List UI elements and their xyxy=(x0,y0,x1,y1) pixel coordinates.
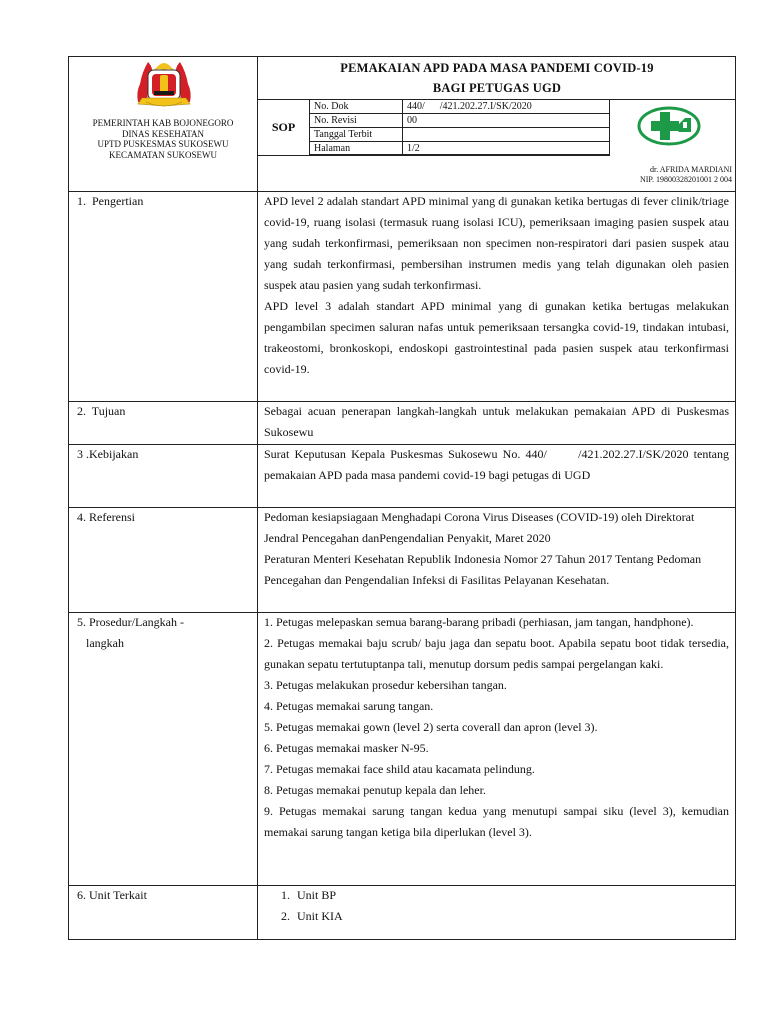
institution-line: UPTD PUSKESMAS SUKOSEWU xyxy=(97,139,229,149)
procedure-step: 6. Petugas memakai masker N-95. xyxy=(264,741,429,755)
paragraph: Surat Keputusan Kepala Puskesmas Sukosewu No. 440/ /421.202.27.I/SK/2020 tentang pemakaian APD pada masa pandemi covid-19 bagi petugas di UGD xyxy=(264,447,732,482)
procedure-step: 9. Petugas memakai sarung tangan kedua yang menutupi sampai siku (level 3), kemudian memakai sarung tangan ketiga bila diperlukan (level 3). xyxy=(264,804,729,839)
doc-info-label: No. Dok xyxy=(310,100,403,113)
institution-block xyxy=(70,118,256,160)
puskesmas-green-cross-icon xyxy=(637,106,701,146)
procedure-step: 3. Petugas melakukan prosedur kebersihan tangan. xyxy=(264,678,507,692)
procedure-step: 7. Petugas memakai face shild atau kacamata pelindung. xyxy=(264,762,535,776)
doc-info-row xyxy=(310,128,609,142)
sop-bottom-line xyxy=(258,155,610,156)
doc-info-value: 00 xyxy=(407,115,417,126)
row-label-pengertian: 1. Pengertian xyxy=(77,194,144,208)
institution-line: KECAMATAN SUKOSEWU xyxy=(108,149,218,160)
row-label-tujuan: 2. Tujuan xyxy=(77,404,126,418)
row-content-unit-terkait xyxy=(258,885,736,927)
paragraph: APD level 2 adalah standart APD minimal yang di gunakan ketika bertugas di fever clinik/triage covid-19, ruang isolasi (termasuk ruang isolasi ICU), pemeriksaan imaging pasien suspek atau yang sudah terkonfirmasi, pemeriksaan non specimen non-respiratori dari pasien suspek atau yang sudah terkonfirmasi, pembersihan instrumen medis yang telah digunakan oleh pasien suspek atau pasien yang sudah terkonfirmasi. xyxy=(264,194,729,292)
doc-info-value xyxy=(403,128,609,141)
document-info-table xyxy=(310,100,610,155)
doc-info-row xyxy=(310,100,609,114)
signatory-block xyxy=(560,165,732,184)
row-label-unit-terkait: 6. Unit Terkait xyxy=(77,888,147,902)
doc-info-value: 440/ /421.202.27.I/SK/2020 xyxy=(407,101,532,112)
kabupaten-bojonegoro-crest-icon xyxy=(118,58,210,112)
institution-line: PEMERINTAH KAB BOJONEGORO xyxy=(92,118,234,128)
unit-item: 2. Unit KIA xyxy=(293,906,729,927)
paragraph: Peraturan Menteri Kesehatan Republik Indonesia Nomor 27 Tahun 2017 Tentang Pedoman Pencegahan dan Pengendalian Infeksi di Fasilitas Pelayanan Kesehatan. xyxy=(264,552,702,587)
unit-item: 1. Unit BP xyxy=(293,885,729,906)
document-title xyxy=(258,58,736,98)
row-content-tujuan xyxy=(258,401,736,443)
procedure-step: 2. Petugas memakai baju scrub/ baju jaga dan sepatu boot. Apabila sepatu boot tidak tersedia, gunakan sepatu tertutuptanpa tali, menutup dorsum pedis sampai pergelangan kaki. xyxy=(264,636,729,671)
title-line-1: PEMAKAIAN APD PADA MASA PANDEMI COVID-19 xyxy=(340,61,654,75)
row-content-pengertian xyxy=(258,191,736,380)
row-label-prosedur: 5. Prosedur/Langkah - langkah xyxy=(77,615,184,650)
row-content-referensi xyxy=(258,507,736,591)
paragraph: Sebagai acuan penerapan langkah-langkah untuk melakukan pemakaian APD di Puskesmas Sukosewu xyxy=(264,404,729,439)
doc-info-row xyxy=(310,142,609,155)
paragraph: APD level 3 adalah standart APD minimal yang di gunakan ketika bertugas melakukan pengambilan specimen saluran nafas untuk pemeriksaan tersangka covid-19, tindakan intubasi, trakeostomi, bronkoskopi, endoskopi gastrointestinal pada pasien suspek atau terkonfirmasi covid-19. xyxy=(264,299,729,376)
procedure-step: 4. Petugas memakai sarung tangan. xyxy=(264,699,434,713)
doc-info-label: No. Revisi xyxy=(310,114,403,127)
unit-list xyxy=(264,885,729,927)
signatory-name: dr. AFRIDA MARDIANI xyxy=(649,165,732,174)
title-line-2: BAGI PETUGAS UGD xyxy=(432,81,562,95)
procedure-step: 5. Petugas memakai gown (level 2) serta coverall dan apron (level 3). xyxy=(264,720,598,734)
institution-line: DINAS KESEHATAN xyxy=(121,128,205,139)
signatory-nip: NIP. 19800328201001 2 004 xyxy=(639,174,732,184)
doc-info-label: Halaman xyxy=(310,142,403,155)
doc-info-value: 1/2 xyxy=(407,143,420,154)
procedure-step: 8. Petugas memakai penutup kepala dan leher. xyxy=(264,783,486,797)
doc-info-label: Tanggal Terbit xyxy=(310,128,403,141)
procedure-step: 1. Petugas melepaskan semua barang-barang pribadi (perhiasan, jam tangan, handphone). xyxy=(264,615,694,629)
row-label-referensi: 4. Referensi xyxy=(77,510,135,524)
row-content-kebijakan xyxy=(258,444,736,486)
paragraph: Pedoman kesiapsiagaan Menghadapi Corona Virus Diseases (COVID-19) oleh Direktorat Jendral Pencegahan danPengendalian Penyakit, Maret 2020 xyxy=(264,510,695,545)
row-label-kebijakan: 3 .Kebijakan xyxy=(77,447,139,461)
doc-info-row xyxy=(310,114,609,128)
sop-label: SOP xyxy=(258,100,310,155)
row-content-prosedur xyxy=(258,612,736,843)
